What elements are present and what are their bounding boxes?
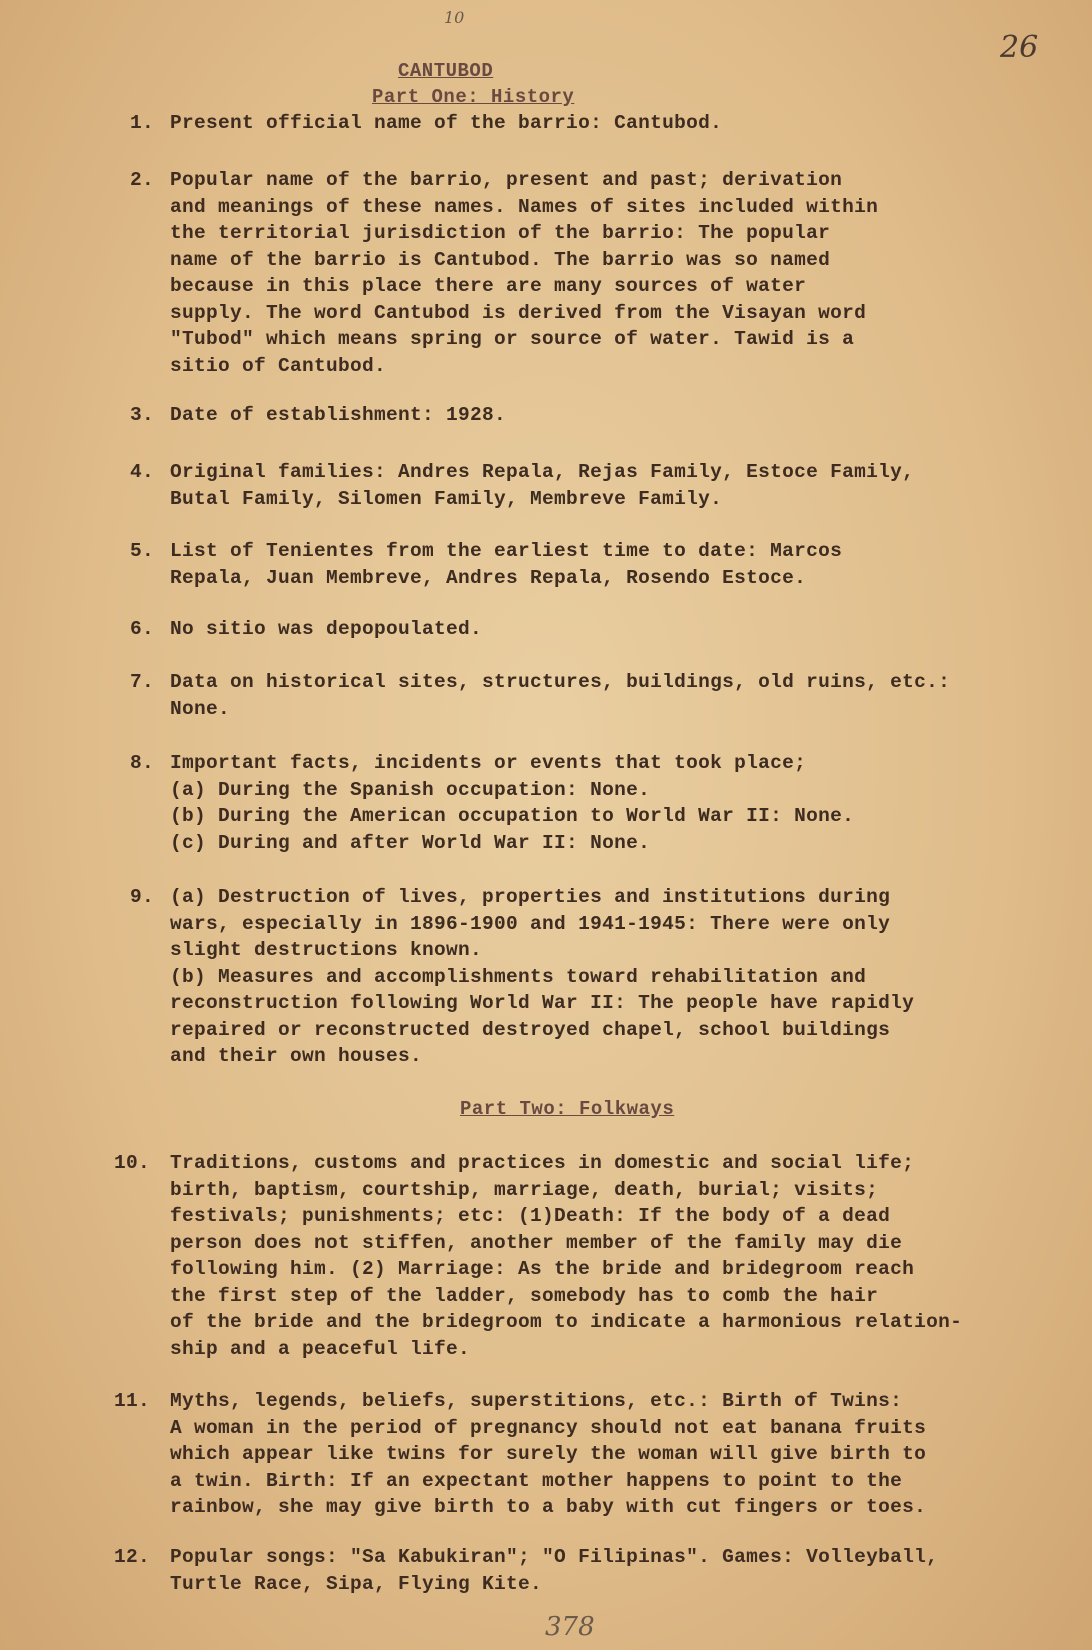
item-text-line: reconstruction following World War II: The people have rapidly (170, 992, 915, 1014)
item-text-line: person does not stiffen, another member of the family may die (170, 1231, 903, 1254)
list-item (114, 1150, 1014, 1362)
section-heading-part-one: Part One: History (372, 86, 575, 108)
list-item (130, 402, 1030, 429)
item-text-line: None. (170, 697, 231, 720)
item-text: List of Tenientes from the earliest time to date: Marcos (170, 540, 843, 562)
item-number: 1. (130, 112, 155, 134)
item-text-line: ship and a peaceful life. (170, 1337, 471, 1360)
handwritten-page-number: 378 (545, 1612, 595, 1642)
item-number: 5. (130, 540, 155, 562)
item-number: 3. (130, 404, 155, 426)
item-text-line: a twin. Birth: If an expectant mother happens to point to the (170, 1469, 903, 1492)
item-number: 12. (114, 1546, 151, 1568)
item-text-line: (b) During the American occupation to World War II: None. (170, 805, 855, 827)
item-text-line: of the bride and the bridegroom to indicate a harmonious relation- (170, 1311, 963, 1333)
list-item (114, 1544, 1014, 1597)
item-text-line: and their own houses. (170, 1045, 423, 1067)
item-text-line: (c) During and after World War II: None. (170, 831, 651, 854)
item-text-line: supply. The word Cantubod is derived from the Visayan word (170, 301, 867, 324)
item-text-line: and meanings of these names. Names of sites included within (170, 195, 879, 218)
item-text-line: following him. (2) Marriage: As the bride and bridegroom reach (170, 1258, 915, 1280)
item-number: 4. (130, 461, 155, 483)
list-item (130, 538, 1030, 591)
item-text: Myths, legends, beliefs, superstitions, etc.: Birth of Twins: (170, 1390, 903, 1412)
item-number: 7. (130, 671, 155, 693)
list-item (130, 110, 1030, 137)
item-text-line: (a) During the Spanish occupation: None. (170, 778, 651, 801)
item-text: Data on historical sites, structures, buildings, old ruins, etc.: (170, 671, 951, 693)
item-text-line: (b) Measures and accomplishments toward rehabilitation and (170, 965, 867, 988)
list-item (130, 669, 1030, 722)
item-text: Present official name of the barrio: Cantubod. (170, 112, 723, 134)
item-text-line: the territorial jurisdiction of the barrio: The popular (170, 222, 831, 244)
item-text: No sitio was depopoulated. (170, 618, 483, 640)
item-text-line: Turtle Race, Sipa, Flying Kite. (170, 1572, 543, 1595)
handwritten-folio-number: 26 (1000, 30, 1039, 65)
list-item (130, 459, 1030, 512)
item-number: 10. (114, 1152, 151, 1174)
item-text-line: rainbow, she may give birth to a baby with cut fingers or toes. (170, 1496, 927, 1518)
item-text-line: because in this place there are many sources of water (170, 275, 807, 297)
item-text: Original families: Andres Repala, Rejas Family, Estoce Family, (170, 461, 915, 483)
item-text-line: Repala, Juan Membreve, Andres Repala, Rosendo Estoce. (170, 566, 807, 589)
item-number: 9. (130, 886, 155, 908)
item-text: (a) Destruction of lives, properties and institutions during (170, 886, 891, 908)
list-item (130, 884, 1030, 1070)
list-item (130, 616, 1030, 643)
item-text: Popular name of the barrio, present and past; derivation (170, 169, 843, 191)
handwritten-page-mark: 10 (444, 8, 465, 27)
item-number: 8. (130, 752, 155, 774)
item-text-line: sitio of Cantubod. (170, 354, 387, 377)
list-item (130, 167, 1030, 379)
item-text-line: "Tubod" which means spring or source of water. Tawid is a (170, 328, 855, 350)
item-text: Popular songs: "Sa Kabukiran"; "O Filipinas". Games: Volleyball, (170, 1546, 939, 1568)
document-title: CANTUBOD (398, 60, 494, 82)
item-text: Important facts, incidents or events that took place; (170, 752, 807, 774)
section-heading-part-two: Part Two: Folkways (460, 1098, 675, 1120)
item-text-line: A woman in the period of pregnancy should not eat banana fruits (170, 1416, 927, 1439)
item-text-line: Butal Family, Silomen Family, Membreve Family. (170, 487, 723, 510)
item-text-line: the first step of the ladder, somebody has to comb the hair (170, 1284, 879, 1307)
item-text-line: birth, baptism, courtship, marriage, death, burial; visits; (170, 1178, 879, 1201)
item-text-line: wars, especially in 1896-1900 and 1941-1945: There were only (170, 912, 891, 935)
item-text-line: festivals; punishments; etc: (1)Death: If the body of a dead (170, 1205, 891, 1227)
item-text-line: slight destructions known. (170, 939, 483, 961)
item-text-line: repaired or reconstructed destroyed chapel, school buildings (170, 1018, 891, 1041)
item-text: Date of establishment: 1928. (170, 404, 507, 426)
item-number: 2. (130, 169, 155, 191)
list-item (130, 750, 1030, 856)
item-number: 6. (130, 618, 155, 640)
item-text-line: which appear like twins for surely the woman will give birth to (170, 1443, 927, 1465)
item-text-line: name of the barrio is Cantubod. The barrio was so named (170, 248, 831, 271)
item-number: 11. (114, 1390, 151, 1412)
item-text: Traditions, customs and practices in domestic and social life; (170, 1152, 915, 1174)
list-item (114, 1388, 1014, 1521)
